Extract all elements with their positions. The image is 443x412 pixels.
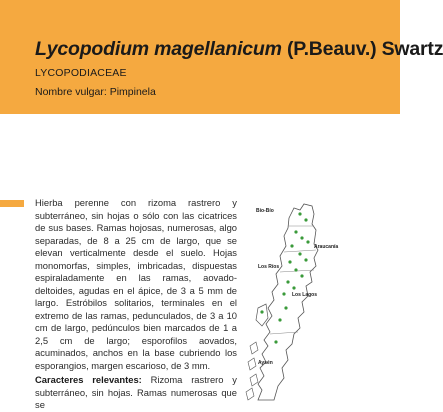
region-label: Bío-Bío [256, 208, 274, 214]
distribution-map [244, 196, 400, 400]
occurrence-dot [292, 286, 295, 289]
region-label: Aysén [258, 360, 273, 366]
region-label: Los Ríos [258, 264, 280, 270]
occurrence-dot [290, 244, 293, 247]
common-name: Nombre vulgar: Pimpinela [35, 86, 156, 98]
occurrence-dot [298, 252, 301, 255]
description-text: Hierba perenne con rizoma rastrero y subterráneo, sin hojas o sólo con las cicatrices de sus bases. Ramas hojosas, numerosas, algo separadas, de 8 a 25 cm de largo, que se elevan verticalmente desde el suelo. Hojas monomorfas, simples, imbricadas, dispuestas espiraladamente en las ramas, aovado-deltoides, agudas en el ápice, de 3 a 5 mm de largo. Estróbilos solitarios, terminales en el extremo de las ramas, pedunculados, de 3 a 10 cm de largo, pedúnculos bien marcados de 1 a 2,5 cm de largo; esporofilos aovados, acuminados, anchos en la base cubriendo los esporangios, margen escarioso, de 3 mm. [35, 197, 237, 371]
occurrence-dot [304, 218, 307, 221]
section-marker [0, 200, 24, 207]
family-name: LYCOPODIACEAE [35, 67, 127, 79]
occurrence-dot [298, 212, 301, 215]
occurrence-dot [282, 292, 285, 295]
occurrence-dot [306, 240, 309, 243]
author-name: (P.Beauv.) Swartz [287, 38, 443, 60]
map-land [258, 204, 318, 400]
occurrence-dot [260, 310, 263, 313]
relevant-label: Caracteres relevantes: [35, 374, 142, 385]
region-label: Los Lagos [292, 292, 318, 298]
occurrence-dot [284, 306, 287, 309]
map-archipelago [246, 342, 258, 400]
occurrence-dot [288, 260, 291, 263]
header-banner [0, 0, 443, 114]
occurrence-dot [286, 280, 289, 283]
map-island [256, 304, 268, 326]
relevant-text: Rizoma rastrero y subterráneo, sin hojas. Ramas numerosas que se [35, 374, 237, 410]
occurrence-dot [278, 318, 281, 321]
region-label: Araucanía [314, 244, 339, 250]
occurrence-dot [294, 268, 297, 271]
occurrence-dot [300, 236, 303, 239]
species-title [35, 38, 443, 61]
occurrence-dot [274, 340, 277, 343]
relevant-characters [35, 374, 237, 412]
occurrence-dot [304, 258, 307, 261]
occurrence-dot [300, 274, 303, 277]
occurrence-dot [294, 230, 297, 233]
scientific-name: Lycopodium magellanicum [35, 38, 282, 60]
